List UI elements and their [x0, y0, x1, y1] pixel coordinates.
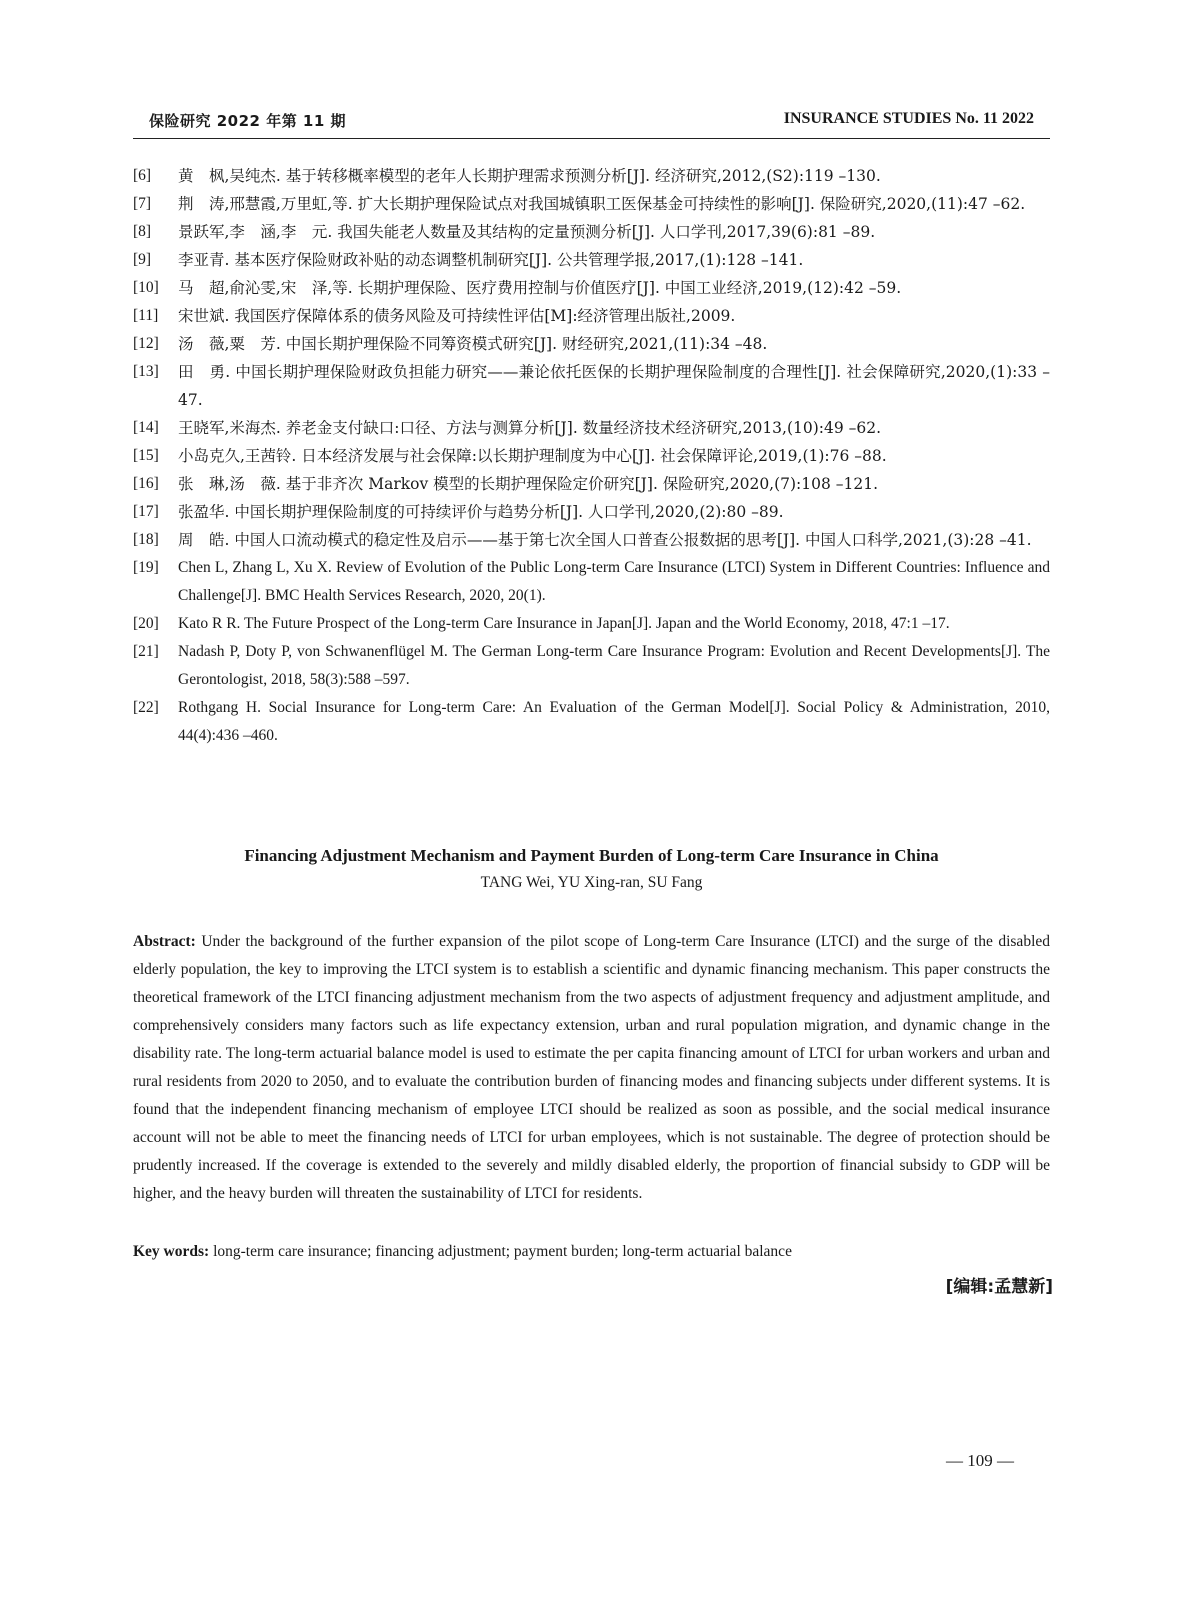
reference-item — [133, 554, 1050, 610]
reference-item — [133, 162, 1050, 190]
reference-text: 宋世斌. 我国医疗保障体系的债务风险及可持续性评估[M]:经济管理出版社,2009. — [178, 307, 736, 325]
reference-number: [8] — [133, 223, 152, 240]
reference-text: Rothgang H. Social Insurance for Long-term Care: An Evaluation of the German Model[J]. Social Policy & Administration, 2010, 44(4):436 –460. — [178, 699, 1050, 744]
reference-item — [133, 330, 1050, 358]
reference-number: [12] — [133, 335, 159, 352]
keywords-text: long-term care insurance; financing adjustment; payment burden; long-term actuarial balance — [213, 1243, 792, 1260]
reference-text: 荆 涛,邢慧霞,万里虹,等. 扩大长期护理保险试点对我国城镇职工医保基金可持续性的影响[J]. 保险研究,2020,(11):47 –62. — [178, 195, 1026, 213]
reference-number: [16] — [133, 475, 159, 492]
reference-item — [133, 610, 1050, 638]
reference-number: [13] — [133, 363, 159, 380]
reference-text: 马 超,俞沁雯,宋 泽,等. 长期护理保险、医疗费用控制与价值医疗[J]. 中国工业经济,2019,(12):42 –59. — [178, 279, 902, 297]
reference-item — [133, 190, 1050, 218]
abstract — [133, 928, 1050, 1208]
reference-number: [19] — [133, 559, 159, 576]
reference-number: [6] — [133, 167, 152, 184]
reference-item — [133, 498, 1050, 526]
reference-text: 小岛克久,王茜铃. 日本经济发展与社会保障:以长期护理制度为中心[J]. 社会保障评论,2019,(1):76 –88. — [178, 447, 887, 465]
reference-item — [133, 470, 1050, 498]
reference-number: [22] — [133, 699, 159, 716]
reference-text: 汤 薇,粟 芳. 中国长期护理保险不同筹资模式研究[J]. 财经研究,2021,(11):34 –48. — [178, 335, 768, 353]
journal-name-en: INSURANCE STUDIES No. 11 2022 — [783, 110, 1034, 127]
keywords-label: Key words: — [133, 1243, 210, 1260]
reference-list — [133, 162, 1050, 750]
english-title: Financing Adjustment Mechanism and Payment Burden of Long-term Care Insurance in China — [244, 846, 939, 865]
reference-item — [133, 246, 1050, 274]
reference-number: [15] — [133, 447, 159, 464]
page-number: — 109 — — [946, 1451, 1014, 1470]
reference-item — [133, 302, 1050, 330]
reference-item — [133, 274, 1050, 302]
reference-text: 王晓军,米海杰. 养老金支付缺口:口径、方法与测算分析[J]. 数量经济技术经济研究,2013,(10):49 –62. — [178, 419, 882, 437]
reference-text: 田 勇. 中国长期护理保险财政负担能力研究——兼论依托医保的长期护理保险制度的合理性[J]. 社会保障研究,2020,(1):33 –47. — [178, 363, 1050, 409]
reference-item — [133, 442, 1050, 470]
reference-number: [9] — [133, 251, 152, 268]
reference-number: [17] — [133, 503, 159, 520]
reference-item — [133, 694, 1050, 750]
reference-number: [14] — [133, 419, 159, 436]
reference-text: 张 琳,汤 薇. 基于非齐次 Markov 模型的长期护理保险定价研究[J]. 保险研究,2020,(7):108 –121. — [178, 475, 879, 493]
abstract-text: Under the background of the further expansion of the pilot scope of Long-term Care Insurance (LTCI) and the surge of the disabled elderly population, the key to improving the LTCI system is to establish a scientific and dynamic financing mechanism. This paper constructs the theoretical framework of the LTCI financing adjustment mechanism from the two aspects of adjustment frequency and adjustment amplitude, and comprehensively considers many factors such as life expectancy extension, urban and rural population migration, and dynamic change in the disability rate. The long-term actuarial balance model is used to estimate the per capita financing amount of LTCI for urban workers and urban and rural residents from 2020 to 2050, and to evaluate the contribution burden of financing modes and financing subjects under different systems. It is found that the independent financing mechanism of employee LTCI should be realized as soon as possible, and the social medical insurance account will not be able to meet the financing needs of LTCI for urban employees, which is not sustainable. The degree of protection should be prudently increased. If the coverage is extended to the severely and mildly disabled elderly, the proportion of financial subsidy to GDP will be higher, and the heavy burden will threaten the sustainability of LTCI for residents. — [133, 933, 1051, 1202]
reference-text: Kato R R. The Future Prospect of the Long-term Care Insurance in Japan[J]. Japan and the World Economy, 2018, 47:1 –17. — [178, 615, 950, 632]
reference-text: 黄 枫,吴纯杰. 基于转移概率模型的老年人长期护理需求预测分析[J]. 经济研究,2012,(S2):119 –130. — [178, 167, 881, 185]
reference-item — [133, 358, 1050, 414]
reference-text: 张盈华. 中国长期护理保险制度的可持续评价与趋势分析[J]. 人口学刊,2020,(2):80 –89. — [178, 503, 784, 521]
running-header — [133, 108, 1050, 139]
reference-number: [20] — [133, 615, 159, 632]
reference-text: 景跃军,李 涵,李 元. 我国失能老人数量及其结构的定量预测分析[J]. 人口学刊,2017,39(6):81 –89. — [178, 223, 876, 241]
reference-item — [133, 414, 1050, 442]
reference-text: 李亚青. 基本医疗保险财政补贴的动态调整机制研究[J]. 公共管理学报,2017,(1):128 –141. — [178, 251, 804, 269]
reference-text: 周 皓. 中国人口流动模式的稳定性及启示——基于第七次全国人口普查公报数据的思考[J]. 中国人口科学,2021,(3):28 –41. — [178, 531, 1032, 549]
abstract-label: Abstract: — [133, 933, 196, 950]
english-authors: TANG Wei, YU Xing-ran, SU Fang — [480, 874, 703, 891]
journal-name-cn: 保险研究 2022 年第 11 期 — [149, 112, 347, 130]
keywords — [133, 1238, 1050, 1266]
reference-number: [10] — [133, 279, 159, 296]
reference-number: [11] — [133, 307, 159, 324]
reference-number: [18] — [133, 531, 159, 548]
reference-item — [133, 638, 1050, 694]
editor-note: [编辑:孟慧新] — [945, 1277, 1053, 1297]
reference-text: Nadash P, Doty P, von Schwanenflügel M. The German Long-term Care Insurance Program: Evolution and Recent Developments[J]. The Gerontologist, 2018, 58(3):588 –597. — [178, 643, 1050, 688]
reference-item — [133, 526, 1050, 554]
reference-number: [7] — [133, 195, 152, 212]
reference-item — [133, 218, 1050, 246]
reference-text: Chen L, Zhang L, Xu X. Review of Evolution of the Public Long-term Care Insurance (LTCI) System in Different Countries: Influence and Challenge[J]. BMC Health Services Research, 2020, 20(1). — [178, 559, 1050, 604]
reference-number: [21] — [133, 643, 159, 660]
